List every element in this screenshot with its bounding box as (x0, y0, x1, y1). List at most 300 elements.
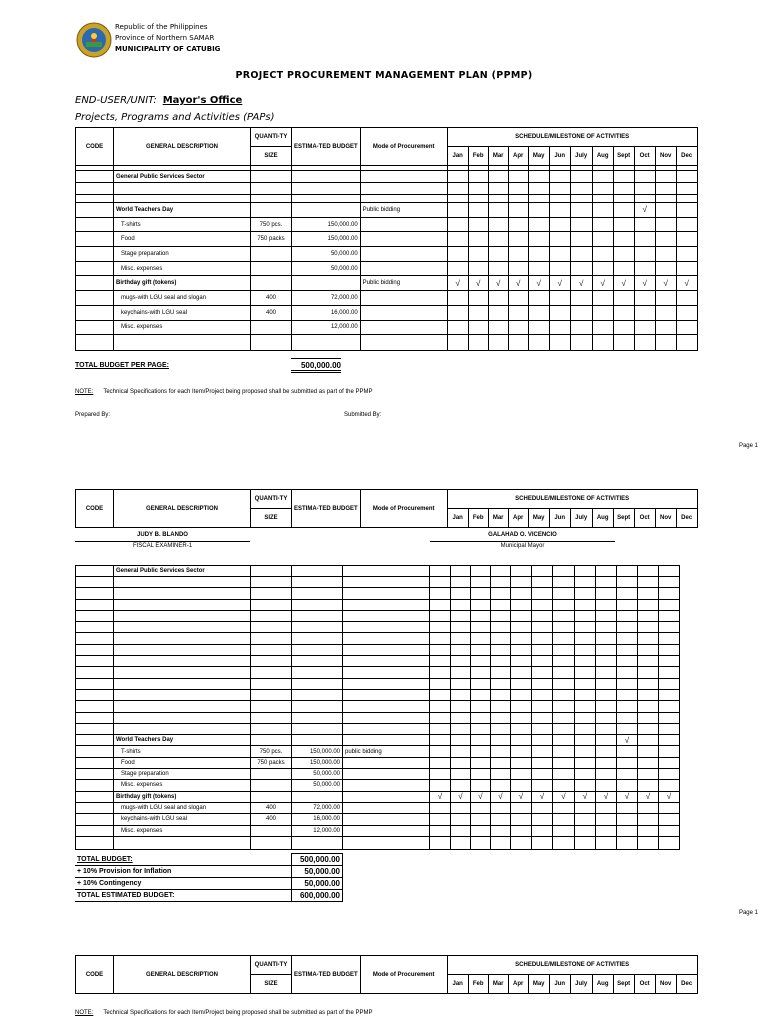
month-cell (508, 247, 528, 262)
table-cell (511, 622, 532, 633)
table-row (76, 232, 698, 247)
description-cell: Misc. expenses (114, 825, 251, 836)
table-cell (617, 588, 638, 599)
table-cell (292, 656, 343, 667)
month-cell (508, 203, 528, 218)
month-cell (553, 825, 575, 836)
month-cell (676, 217, 697, 232)
month-cell (659, 814, 680, 825)
table-cell (511, 712, 532, 723)
quantity-cell: 400 (251, 814, 292, 825)
budget-cell: 16,000.00 (292, 305, 361, 320)
month-cell (592, 232, 613, 247)
budget-cell: 150,000.00 (292, 217, 361, 232)
table-row (76, 335, 698, 351)
description-cell: Misc. expenses (114, 780, 251, 791)
summary-row (75, 866, 343, 878)
table-cell (659, 599, 680, 610)
month-cell (570, 305, 592, 320)
table-cell (638, 610, 659, 621)
table-cell (76, 171, 114, 183)
table-cell (76, 633, 114, 644)
table-cell (676, 335, 697, 351)
note-text: Technical Specifications for each Item/Project being proposed shall be submitted as part of the PPMP (103, 1010, 373, 1016)
month-cell (638, 769, 659, 780)
table-cell (511, 633, 532, 644)
code-cell (76, 757, 114, 768)
table-cell (491, 633, 511, 644)
table-row (76, 599, 680, 610)
table-cell (617, 667, 638, 678)
month-cell (676, 320, 697, 335)
month-cell (549, 291, 570, 306)
col-budget: ESTIMA-TED BUDGET (292, 128, 361, 166)
table-cell (451, 588, 471, 599)
col-month: Sept (613, 147, 634, 166)
month-cell (570, 217, 592, 232)
table-cell (575, 701, 596, 712)
month-cell (613, 261, 634, 276)
month-cell (528, 261, 549, 276)
table-cell (76, 689, 114, 700)
table-cell (596, 701, 617, 712)
table-cell (617, 723, 638, 734)
col-month: Apr (508, 509, 528, 528)
code-cell (76, 825, 114, 836)
table-cell (638, 633, 659, 644)
table-cell (596, 667, 617, 678)
month-cell (575, 802, 596, 813)
table-cell (570, 171, 592, 183)
table-cell (617, 610, 638, 621)
budget-cell: 150,000.00 (292, 232, 361, 247)
month-cell (451, 825, 471, 836)
table-cell (430, 836, 451, 849)
table-cell (511, 566, 532, 577)
month-cell (549, 217, 570, 232)
table-row (76, 320, 698, 335)
table-cell (251, 633, 292, 644)
sector-label: General Public Services Sector (114, 566, 251, 577)
month-cell (634, 217, 655, 232)
table-cell (114, 183, 251, 195)
month-cell (508, 232, 528, 247)
col-mode: Mode of Procurement (360, 128, 447, 166)
month-cell (532, 746, 553, 757)
month-cell (430, 735, 451, 746)
quantity-cell (251, 203, 292, 218)
month-cell (451, 757, 471, 768)
checkmark-icon: √ (676, 276, 697, 291)
month-cell (430, 769, 451, 780)
table-cell (251, 183, 292, 195)
ppmp-table-page2-header (75, 489, 698, 528)
table-row (76, 203, 698, 218)
table-cell (451, 712, 471, 723)
table-cell (596, 622, 617, 633)
month-cell (596, 825, 617, 836)
month-cell (596, 814, 617, 825)
mode-cell (360, 261, 447, 276)
table-cell (553, 610, 575, 621)
month-cell (596, 769, 617, 780)
col-month: Oct (634, 147, 655, 166)
table-cell (491, 712, 511, 723)
table-cell (114, 633, 251, 644)
col-month: Aug (592, 509, 613, 528)
table-cell (76, 577, 114, 588)
table-cell (76, 183, 114, 195)
table-row (76, 291, 698, 306)
table-cell (360, 171, 447, 183)
budget-cell: 12,000.00 (292, 320, 361, 335)
table-cell (343, 689, 430, 700)
table-cell (596, 633, 617, 644)
month-cell (592, 217, 613, 232)
page-number-2: Page 1 (738, 910, 758, 916)
mode-cell (343, 791, 430, 802)
table-row (76, 735, 680, 746)
month-cell (468, 232, 488, 247)
table-cell (508, 171, 528, 183)
checkmark-icon: √ (638, 791, 659, 802)
budget-cell: 150,000.00 (292, 757, 343, 768)
mode-cell (343, 735, 430, 746)
code-cell (76, 735, 114, 746)
month-cell (491, 735, 511, 746)
table-cell (634, 183, 655, 195)
col-month: May (528, 509, 549, 528)
table-cell (251, 622, 292, 633)
col-month: Feb (468, 975, 488, 994)
table-cell (638, 566, 659, 577)
table-cell (570, 335, 592, 351)
table-cell (553, 689, 575, 700)
quantity-cell (251, 276, 292, 291)
table-cell (528, 171, 549, 183)
col-month: Sept (613, 509, 634, 528)
table-cell (575, 599, 596, 610)
table-cell (451, 723, 471, 734)
month-cell (613, 232, 634, 247)
note-text: Technical Specifications for each Item/Project being proposed shall be submitted as part of the PPMP (103, 389, 373, 395)
submitted-by-label: Submitted By: (344, 412, 382, 418)
table-row (76, 610, 680, 621)
quantity-cell (251, 769, 292, 780)
month-cell (613, 247, 634, 262)
col-month: Mar (488, 147, 508, 166)
table-cell (292, 171, 361, 183)
end-user-value: Mayor's Office (162, 95, 243, 106)
table-cell (532, 622, 553, 633)
table-cell (575, 836, 596, 849)
table-cell (617, 622, 638, 633)
table-cell (430, 599, 451, 610)
month-cell (613, 305, 634, 320)
checkmark-icon: √ (471, 791, 491, 802)
table-cell (251, 335, 292, 351)
table-cell (292, 712, 343, 723)
col-mode: Mode of Procurement (360, 490, 447, 528)
table-cell (251, 566, 292, 577)
table-cell (613, 195, 634, 203)
table-cell (471, 588, 491, 599)
month-cell (570, 291, 592, 306)
table-cell (76, 678, 114, 689)
table-cell (114, 689, 251, 700)
table-cell (532, 689, 553, 700)
month-cell (659, 757, 680, 768)
table-cell (617, 712, 638, 723)
budget-cell: 72,000.00 (292, 291, 361, 306)
month-cell (596, 780, 617, 791)
table-cell (451, 678, 471, 689)
col-quantity: QUANTI-TY (251, 490, 292, 509)
month-cell (528, 232, 549, 247)
table-row (76, 701, 680, 712)
table-cell (471, 723, 491, 734)
table-row (76, 171, 698, 183)
table-cell (292, 633, 343, 644)
table-cell (251, 656, 292, 667)
table-cell (447, 171, 468, 183)
month-cell (511, 746, 532, 757)
month-cell (613, 291, 634, 306)
header-row (76, 956, 698, 975)
col-month: Dec (676, 147, 697, 166)
month-cell (451, 814, 471, 825)
table-cell (592, 195, 613, 203)
description-cell: mugs-with LGU seal and slogan (114, 802, 251, 813)
col-month: Jun (549, 975, 570, 994)
col-month: May (528, 975, 549, 994)
description-cell: Stage preparation (114, 247, 251, 262)
month-cell (655, 320, 676, 335)
code-cell (76, 305, 114, 320)
month-cell (659, 802, 680, 813)
table-cell (553, 622, 575, 633)
table-cell (430, 644, 451, 655)
table-cell (451, 836, 471, 849)
month-cell (617, 802, 638, 813)
col-month: Aug (592, 147, 613, 166)
table-row (76, 757, 680, 768)
signatory2-title: Municipal Mayor (500, 543, 545, 549)
table-cell (511, 577, 532, 588)
table-cell (343, 712, 430, 723)
table-cell (532, 633, 553, 644)
month-cell (528, 217, 549, 232)
code-cell (76, 232, 114, 247)
table-cell (292, 610, 343, 621)
table-cell (471, 678, 491, 689)
month-cell (570, 261, 592, 276)
table-cell (617, 678, 638, 689)
paps-label: Projects, Programs and Activities (PAPs) (75, 112, 275, 123)
quantity-cell: 750 packs (251, 757, 292, 768)
table-cell (251, 644, 292, 655)
month-cell (468, 291, 488, 306)
description-cell: Stage preparation (114, 769, 251, 780)
month-cell (491, 802, 511, 813)
table-cell (553, 566, 575, 577)
table-cell (447, 335, 468, 351)
col-size: SIZE (251, 147, 292, 166)
table-cell (575, 633, 596, 644)
col-month: Apr (508, 147, 528, 166)
table-cell (676, 183, 697, 195)
table-cell (76, 836, 114, 849)
mode-cell (360, 291, 447, 306)
month-cell (430, 746, 451, 757)
budget-cell: 50,000.00 (292, 769, 343, 780)
col-description: GENERAL DESCRIPTION (114, 490, 251, 528)
col-month: Apr (508, 975, 528, 994)
table-cell (491, 622, 511, 633)
table-cell (114, 678, 251, 689)
mode-cell: public bidding (343, 746, 430, 757)
table-cell (659, 610, 680, 621)
month-cell (447, 305, 468, 320)
code-cell (76, 261, 114, 276)
table-cell (634, 335, 655, 351)
budget-cell (292, 276, 361, 291)
quantity-cell: 400 (251, 802, 292, 813)
table-cell (114, 656, 251, 667)
quantity-cell (251, 825, 292, 836)
table-cell (553, 723, 575, 734)
table-cell (430, 610, 451, 621)
description-cell: keychains-with LGU seal (114, 814, 251, 825)
month-cell (638, 780, 659, 791)
month-cell (511, 814, 532, 825)
table-cell (292, 335, 361, 351)
table-cell (491, 644, 511, 655)
summary-value: 600,000.00 (292, 890, 343, 902)
table-row (76, 712, 680, 723)
month-cell (488, 305, 508, 320)
table-cell (343, 678, 430, 689)
month-cell (638, 814, 659, 825)
table-cell (114, 836, 251, 849)
month-cell (655, 291, 676, 306)
table-cell (76, 656, 114, 667)
table-cell (549, 183, 570, 195)
month-cell (451, 746, 471, 757)
table-cell (343, 644, 430, 655)
month-cell (596, 757, 617, 768)
col-month: July (570, 147, 592, 166)
col-size: SIZE (251, 509, 292, 528)
table-cell (451, 656, 471, 667)
table-cell (76, 599, 114, 610)
col-month: Jan (447, 147, 468, 166)
col-month: Jun (549, 147, 570, 166)
table-cell (360, 195, 447, 203)
quantity-cell: 750 pcs. (251, 746, 292, 757)
month-cell (488, 232, 508, 247)
table-cell (638, 667, 659, 678)
table-cell (251, 701, 292, 712)
table-cell (553, 667, 575, 678)
table-cell (575, 577, 596, 588)
table-cell (528, 335, 549, 351)
table-cell (292, 836, 343, 849)
table-cell (471, 566, 491, 577)
table-cell (468, 183, 488, 195)
table-cell (343, 588, 430, 599)
month-cell (488, 217, 508, 232)
month-cell (430, 825, 451, 836)
table-cell (596, 678, 617, 689)
month-cell (596, 735, 617, 746)
summary-label: TOTAL BUDGET: (75, 854, 292, 866)
month-cell (592, 247, 613, 262)
end-user-label: END-USER/UNIT: (75, 95, 157, 106)
table-cell (471, 633, 491, 644)
month-cell (553, 814, 575, 825)
table-cell (575, 656, 596, 667)
month-cell (659, 769, 680, 780)
table-row (76, 276, 698, 291)
table-cell (343, 836, 430, 849)
table-cell (251, 599, 292, 610)
table-cell (491, 599, 511, 610)
month-cell (575, 814, 596, 825)
table-cell (471, 712, 491, 723)
budget-cell (292, 203, 361, 218)
table-row (76, 633, 680, 644)
table-cell (471, 689, 491, 700)
table-cell (114, 723, 251, 734)
description-cell: T-shirts (114, 217, 251, 232)
month-cell (491, 757, 511, 768)
prepared-by-label: Prepared By: (75, 412, 111, 418)
table-cell (451, 577, 471, 588)
letterhead-municipality: MUNICIPALITY OF CATUBIG (115, 45, 221, 53)
table-cell (251, 588, 292, 599)
table-cell (491, 566, 511, 577)
month-cell (471, 825, 491, 836)
note-label: NOTE: (75, 1010, 94, 1016)
table-row (76, 825, 680, 836)
table-cell (343, 656, 430, 667)
table-row (76, 667, 680, 678)
table-cell (596, 577, 617, 588)
table-cell (430, 678, 451, 689)
table-cell (613, 171, 634, 183)
document-title: PROJECT PROCUREMENT MANAGEMENT PLAN (PPMP) (235, 70, 533, 81)
table-cell (528, 183, 549, 195)
table-row (76, 656, 680, 667)
month-cell (655, 232, 676, 247)
table-cell (659, 701, 680, 712)
month-cell (655, 203, 676, 218)
table-cell (659, 712, 680, 723)
table-cell (251, 723, 292, 734)
table-cell (471, 656, 491, 667)
month-cell (634, 261, 655, 276)
table-cell (114, 195, 251, 203)
col-month: Oct (634, 509, 655, 528)
table-cell (617, 701, 638, 712)
table-row (76, 802, 680, 813)
month-cell (634, 291, 655, 306)
table-cell (251, 836, 292, 849)
table-cell (251, 610, 292, 621)
quantity-cell: 400 (251, 291, 292, 306)
checkmark-icon: √ (592, 276, 613, 291)
